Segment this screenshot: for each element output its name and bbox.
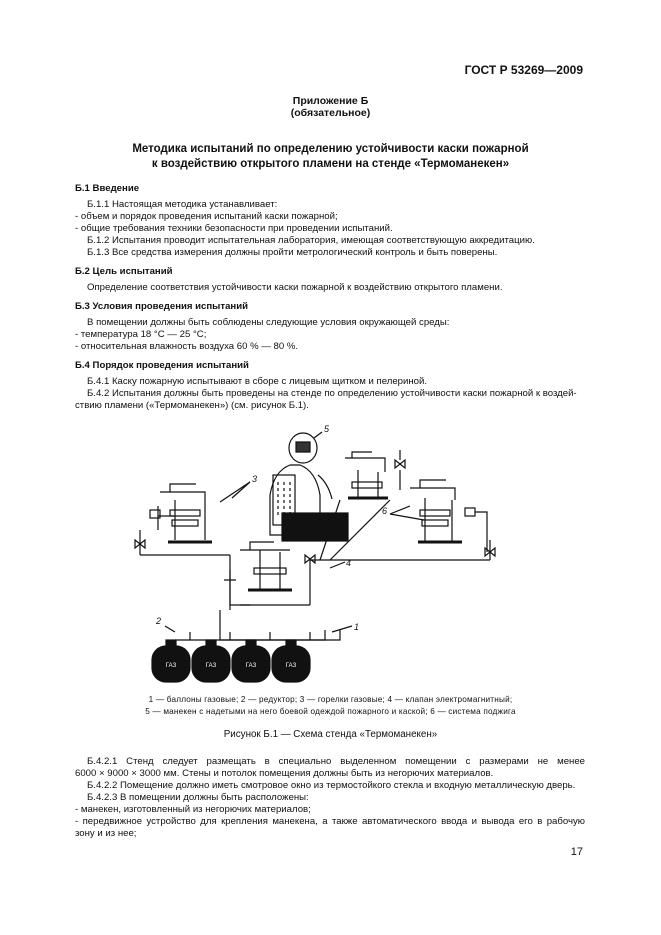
main-title-line1: Методика испытаний по определению устойчивости каски пожарной [132,143,529,155]
paragraph: - общие требования техники безопасности при проведении испытаний. [75,223,393,234]
figure-legend-line1: 1 — баллоны газовые; 2 — редуктор; 3 — горелки газовые; 4 — клапан электромагнитный; [148,695,513,704]
figure-legend-line2: 5 — манекен с надетыми на него боевой одеждой пожарного и каской; 6 — система поджига [145,707,516,716]
paragraph: Б.4.2.2 Помещение должно иметь смотровое окно из термостойкого стекла и входную металлическую дверь. [87,780,576,791]
paragraph: - относительная влажность воздуха 60 % — 80 %. [75,341,299,352]
paragraph: Б.1.2 Испытания проводит испытательная лаборатория, имеющая соответствующую аккредитацию. [87,235,535,246]
cylinder-label: ГАЗ [285,663,297,669]
mannequin-base [282,513,348,541]
cylinder-label: ГАЗ [205,663,217,669]
section-heading-b2: Б.2 Цель испытаний [75,266,173,277]
appendix-status: (обязательное) [290,107,371,119]
paragraph: - передвижное устройство для крепления манекена, а также автоматического ввода и вывода его в рабочую [75,816,585,827]
paragraph: 6000 × 9000 × 3000 мм. Стены и потолок помещения должны быть из негорючих материалов. [75,768,494,779]
paragraph: - манекен, изготовленный из негорючих материалов; [75,804,311,815]
appendix-title: Приложение Б [292,95,369,107]
paragraph: Определение соответствия устойчивости каски пожарной к воздействию открытого пламени. [87,282,503,293]
cylinder-label: ГАЗ [165,663,177,669]
paragraph: ствию пламени («Термоманекен») (см. рисунок Б.1). [75,400,309,411]
burner-right-upper [345,452,388,498]
paragraph: Б.4.2 Испытания должны быть проведены на стенде по определению устойчивости каски пожарной к воздей- [87,388,577,399]
page-number: 17 [570,846,583,858]
paragraph: Б.4.1 Каску пожарную испытывают в сборе с лицевым щитком и пелериной. [87,376,428,387]
manifold-line [175,630,325,640]
paragraph: - температура 18 °С — 25 °С; [75,329,207,340]
section-heading-b3: Б.3 Условия проведения испытаний [75,301,248,312]
callout-6: 6 [382,506,388,516]
callout-5: 5 [324,424,330,434]
test-stand-diagram [120,420,520,690]
paragraph: Б.1.1 Настоящая методика устанавливает: [87,199,278,210]
body-text-bottom [75,756,585,840]
document-code: ГОСТ Р 53269—2009 [464,63,583,77]
figure-title: Рисунок Б.1 — Схема стенда «Термоманекен» [223,729,438,740]
callout-2: 2 [156,616,162,626]
callout-3: 3 [252,474,258,484]
paragraph: В помещении должны быть соблюдены следующие условия окружающей среды: [87,317,450,328]
paragraph: Б.1.3 Все средства измерения должны пройти метрологический контроль и быть поверены. [87,247,498,258]
section-heading-b1: Б.1 Введение [75,183,140,194]
paragraph: Б.4.2.1 Стенд следует размещать в специально выделенном помещении с размерами не менее [87,756,585,767]
burner-center [224,542,292,610]
main-title-line2: к воздействию открытого пламени на стенде «Термоманекен» [151,158,510,170]
burner-left [150,484,212,542]
gas-cylinders [152,640,310,682]
section-heading-b4: Б.4 Порядок проведения испытаний [75,360,249,371]
cylinder-label: ГАЗ [245,663,257,669]
callout-4: 4 [346,558,352,568]
paragraph: Б.4.2.3 В помещении должны быть расположены: [87,792,309,803]
burner-right [410,480,487,552]
paragraph: - объем и порядок проведения испытаний каски пожарной; [75,211,338,222]
body-text-top [75,183,585,412]
callout-1: 1 [354,622,360,632]
paragraph: зону и из нее; [75,828,137,839]
